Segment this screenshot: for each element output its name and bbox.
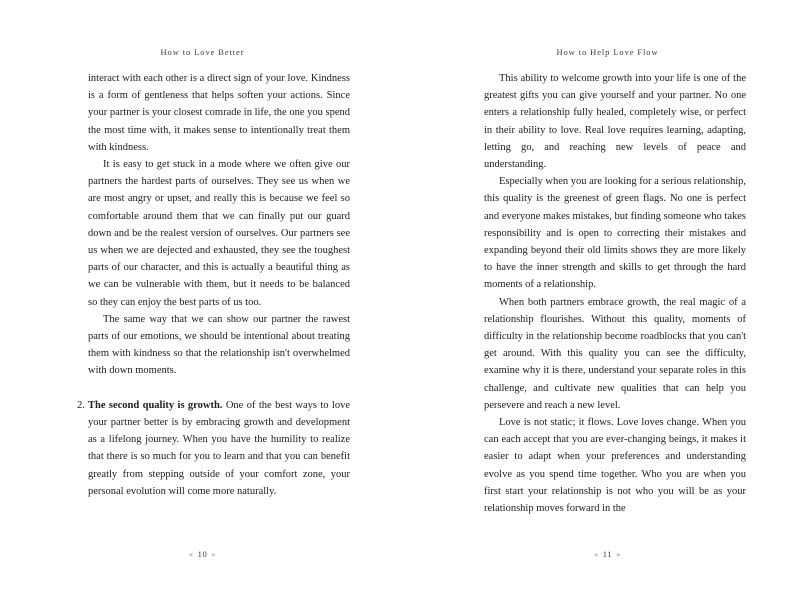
numbered-list-item <box>77 397 350 500</box>
left-paragraph-1: interact with each other is a direct sign of your love. Kindness is a form of gentleness that helps soften your actions. Since your partner is your closest comrade in life, the one you spend the most time with, it makes sense to intentionally treat them with kindness. <box>88 73 350 153</box>
list-item-bold-lead: The second quality is growth. <box>88 399 223 411</box>
right-paragraph-3: When both partners embrace growth, the real magic of a relationship flourishes. Without this quality, moments of difficulty in the relationship become roadblocks that you can't get around. With this quality you can see the difficulty, examine why it is there, understand your separate roles in this challenge, and cultivate new qualities that can help you persevere and reach a new level. <box>484 296 746 411</box>
right-running-head: How to Help Love Flow <box>556 47 659 57</box>
left-paragraph-2: It is easy to get stuck in a mode where we often give our partners the hardest parts of ourselves. They see us when we are most angry or upset, and really this is because we feel so comfortable around them that we can finally put our guard down and be the realest version of ourselves. Our partners see us when we are dejected and exhausted, they see the toughest parts of our character, and this is actually a beautiful thing as we can be vulnerable with them, but it needs to be balanced so they can enjoy the best parts of us too. <box>88 159 350 308</box>
right-text-block <box>484 70 746 517</box>
right-paragraph-2: Especially when you are looking for a serious relationship, this quality is the greenest of green flags. No one is perfect and everyone makes mistakes, but finding someone who takes responsibility and is open to correcting their mistakes and expanding beyond their old limits shows they are more likely to have the inner strength and skills to get through the hard moments of a relationship. <box>484 176 746 291</box>
list-item-text: One of the best ways to love your partner better is by embracing growth and development as a lifelong journey. When you have the humility to realize that there is so much for you to learn and that you can benefit greatly from stepping outside of your comfort zone, your personal evolution will come more naturally. <box>88 399 350 497</box>
right-page <box>405 0 810 612</box>
left-text-block <box>77 70 350 500</box>
list-item-paragraph <box>88 397 350 500</box>
folio-left-ornament: « <box>189 550 194 559</box>
right-page-number <box>405 549 810 559</box>
right-paragraph-1: This ability to welcome growth into your life is one of the greatest gifts you can give yourself and your partner. No one enters a relationship fully healed, completely wise, or perfect in their ability to love. Real love requires learning, adapting, letting go, and reaching new levels of peace and understanding. <box>484 73 746 171</box>
left-running-head: How to Love Better <box>160 47 245 57</box>
right-paragraph-4: Love is not static; it flows. Love loves change. When you can each accept that you are ever-changing beings, it makes it easier to adapt when your preferences and understanding evolve as you spend time together. Who you are when you first start your relationship is not who you will be as your relationship moves forward in the <box>484 417 746 515</box>
list-item-number: 2. <box>77 399 85 411</box>
folio-right-ornament: » <box>211 550 216 559</box>
left-page-number <box>0 549 405 559</box>
left-paragraph-3: The same way that we can show our partner the rawest parts of our emotions, we should be intentional about treating them with kindness so that the relationship isn't overwhelmed with down moments. <box>88 313 350 377</box>
left-page-number-value: 10 <box>197 549 208 559</box>
section-gap <box>88 380 350 397</box>
folio-left-ornament: « <box>594 550 599 559</box>
folio-right-ornament: » <box>616 550 621 559</box>
right-page-number-value: 11 <box>602 549 613 559</box>
